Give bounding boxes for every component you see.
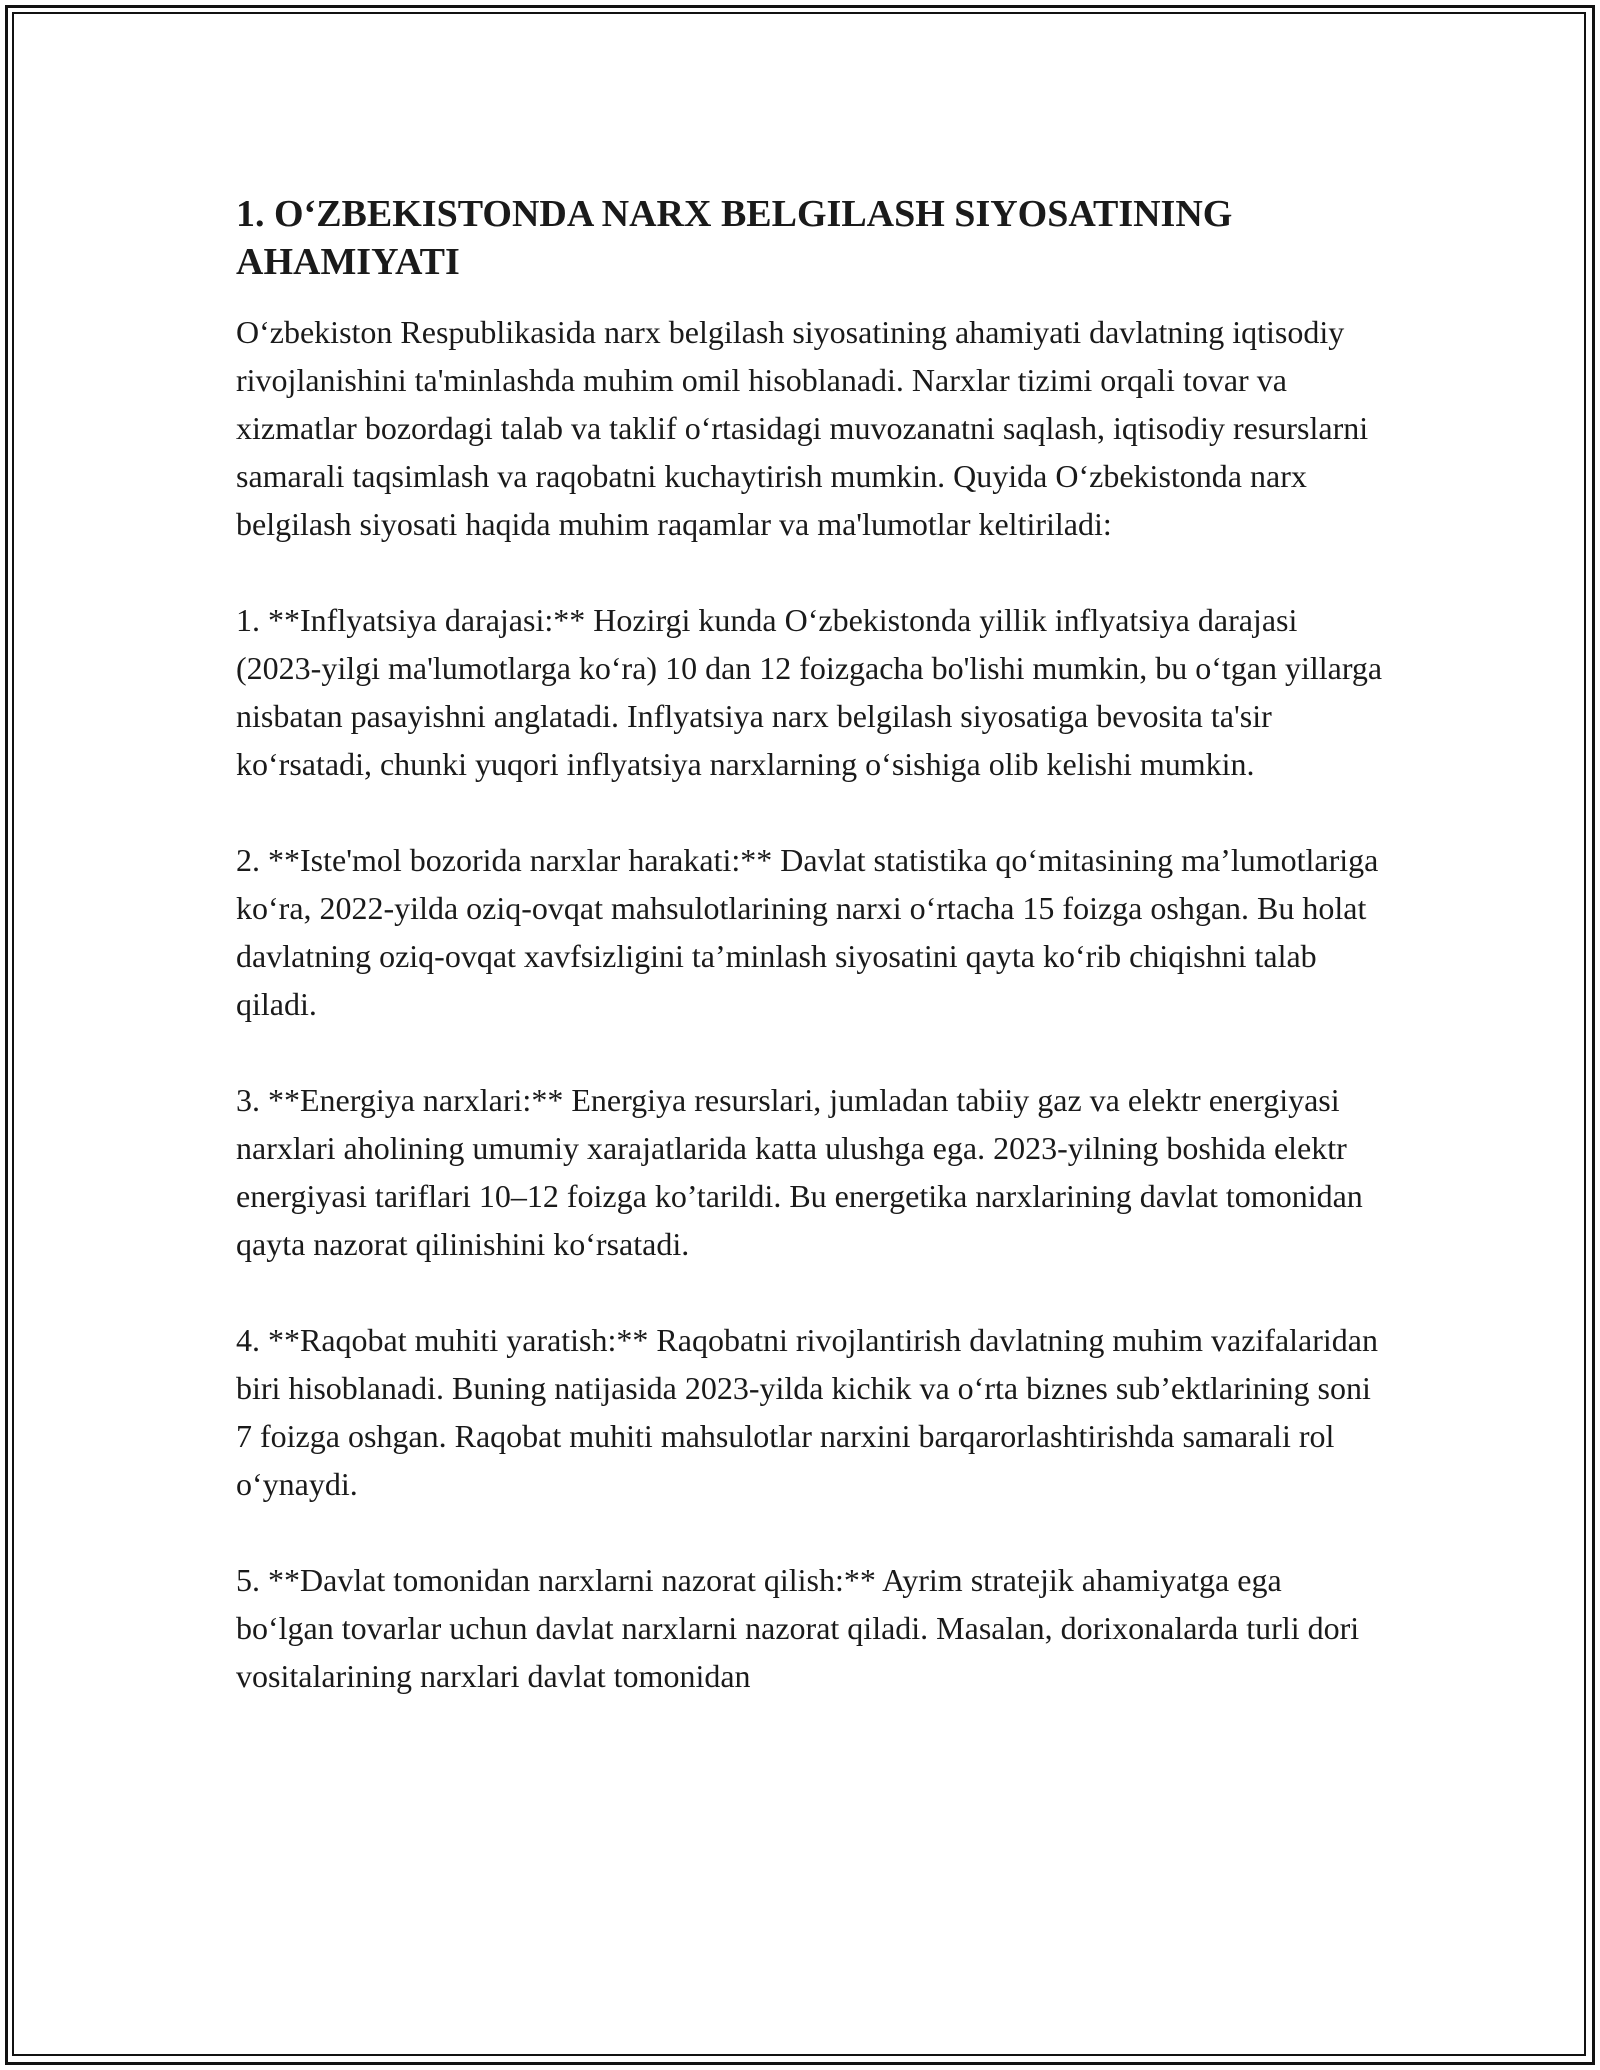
list-item-energy-prices: 3. **Energiya narxlari:** Energiya resurslari, jumladan tabiiy gaz va elektr energiyasi narxlari aholining umumiy xarajatlarida katta ulushga ega. 2023-yilning boshida elektr energiyasi tariflari 10–12 foizga ko’tarildi. Bu energetika narxlarining davlat tomonidan qayta nazorat qilinishini ko‘rsatadi. xyxy=(236,1082,1363,1262)
section-heading: 1. O‘ZBEKISTONDA NARX BELGILASH SIYOSATINING AHAMIYATI xyxy=(236,193,1233,283)
list-item-inflation: 1. **Inflyatsiya darajasi:** Hozirgi kunda O‘zbekistonda yillik inflyatsiya darajasi (2023-yilgi ma'lumotlarga ko‘ra) 10 dan 12 foizgacha bo'lishi mumkin, bu o‘tgan yillarga nisbatan pasayishni anglatadi. Inflyatsiya narx belgilash siyosatiga bevosita ta'sir ko‘rsatadi, chunki yuqori inflyatsiya narxlarning o‘sishiga olib kelishi mumkin. xyxy=(236,602,1383,782)
list-item-consumer-market: 2. **Iste'mol bozorida narxlar harakati:** Davlat statistika qo‘mitasining ma’lumotlariga ko‘ra, 2022-yilda oziq-ovqat mahsulotlarining narxi o‘rtacha 15 foizga oshgan. Bu holat davlatning oziq-ovqat xavfsizligini ta’minlash siyosatini qayta ko‘rib chiqishni talab qiladi. xyxy=(236,842,1379,1022)
list-item-competition: 4. **Raqobat muhiti yaratish:** Raqobatni rivojlantirish davlatning muhim vazifalaridan biri hisoblanadi. Buning natijasida 2023-yilda kichik va o‘rta biznes sub’ektlarining soni 7 foizga oshgan. Raqobat muhiti mahsulotlar narxini barqarorlashtirishda samarali rol o‘ynaydi. xyxy=(236,1322,1378,1502)
intro-paragraph: O‘zbekiston Respublikasida narx belgilash siyosatining ahamiyati davlatning iqtisodiy rivojlanishini ta'minlashda muhim omil hisoblanadi. Narxlar tizimi orqali tovar va xizmatlar bozordagi talab va taklif o‘rtasidagi muvozanatni saqlash, iqtisodiy resurslarni samarali taqsimlash va raqobatni kuchaytirish mumkin. Quyida O‘zbekistonda narx belgilash siyosati haqida muhim raqamlar va ma'lumotlar keltiriladi: xyxy=(236,314,1369,542)
document-body xyxy=(236,190,1386,1700)
list-item-price-control: 5. **Davlat tomonidan narxlarni nazorat qilish:** Ayrim stratejik ahamiyatga ega bo‘lgan tovarlar uchun davlat narxlarni nazorat qiladi. Masalan, dorixonalarda turli dori vositalarining narxlari davlat tomonidan xyxy=(236,1562,1360,1694)
